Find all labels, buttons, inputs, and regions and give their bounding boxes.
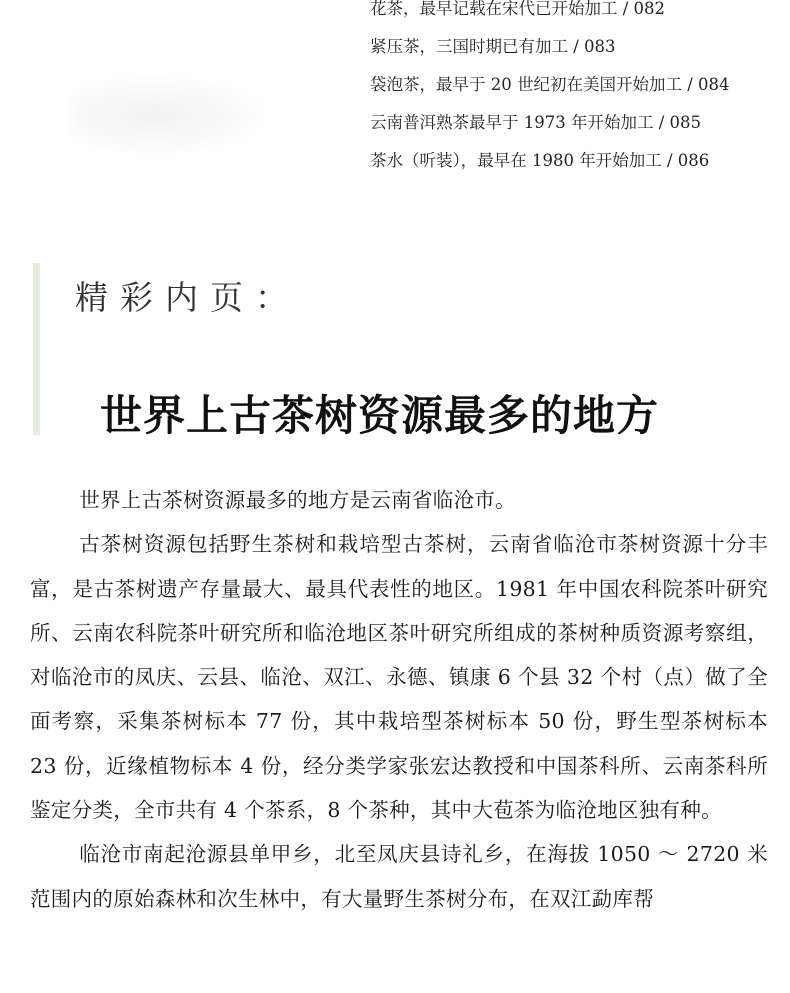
paragraph: 临沧市南起沧源县单甲乡，北至凤庆县诗礼乡，在海拔 1050 ～ 2720 米范围内的原始森林和次生林中，有大量野生茶树分布，在双江勐库帮 <box>30 842 768 911</box>
article-body <box>30 478 768 921</box>
article-title: 世界上古茶树资源最多的地方 <box>100 391 660 440</box>
toc-item: 云南普洱熟茶最早于 1973 年开始加工 / 085 <box>370 113 702 132</box>
toc-item: 花茶，最早记载在宋代已开始加工 / 082 <box>370 0 666 18</box>
toc-item: 紧压茶，三国时期已有加工 / 083 <box>370 37 616 56</box>
toc-item: 袋泡茶，最早于 20 世纪初在美国开始加工 / 084 <box>370 75 730 94</box>
section-accent-bar <box>33 263 40 435</box>
paragraph: 世界上古茶树资源最多的地方是云南省临沧市。 <box>79 488 516 512</box>
toc-item: 茶水（听装），最早在 1980 年开始加工 / 086 <box>370 151 710 170</box>
paragraph: 古茶树资源包括野生茶树和栽培型古茶树，云南省临沧市茶树资源十分丰富，是古茶树遗产存量最大、最具代表性的地区。1981 年中国农科院茶叶研究所、云南农科院茶叶研究所和临沧地区茶叶研究所组成的茶树种质资源考察组，对临沧市的凤庆、云县、临沧、双江、永德、镇康 6 个县 32 个村（点）做了全面考察，采集茶树标本 77 份，其中栽培型茶树标本 50 份，野生型茶树标本 23 份，近缘植物标本 4 份，经分类学家张宏达教授和中国茶科所、云南茶科所鉴定分类，全市共有 4 个茶系，8 个茶种，其中大苞茶为临沧地区独有种。 <box>30 532 768 823</box>
table-of-contents <box>370 0 790 180</box>
section-heading: 精彩内页： <box>75 278 300 317</box>
bleed-through-smudge <box>70 70 280 160</box>
